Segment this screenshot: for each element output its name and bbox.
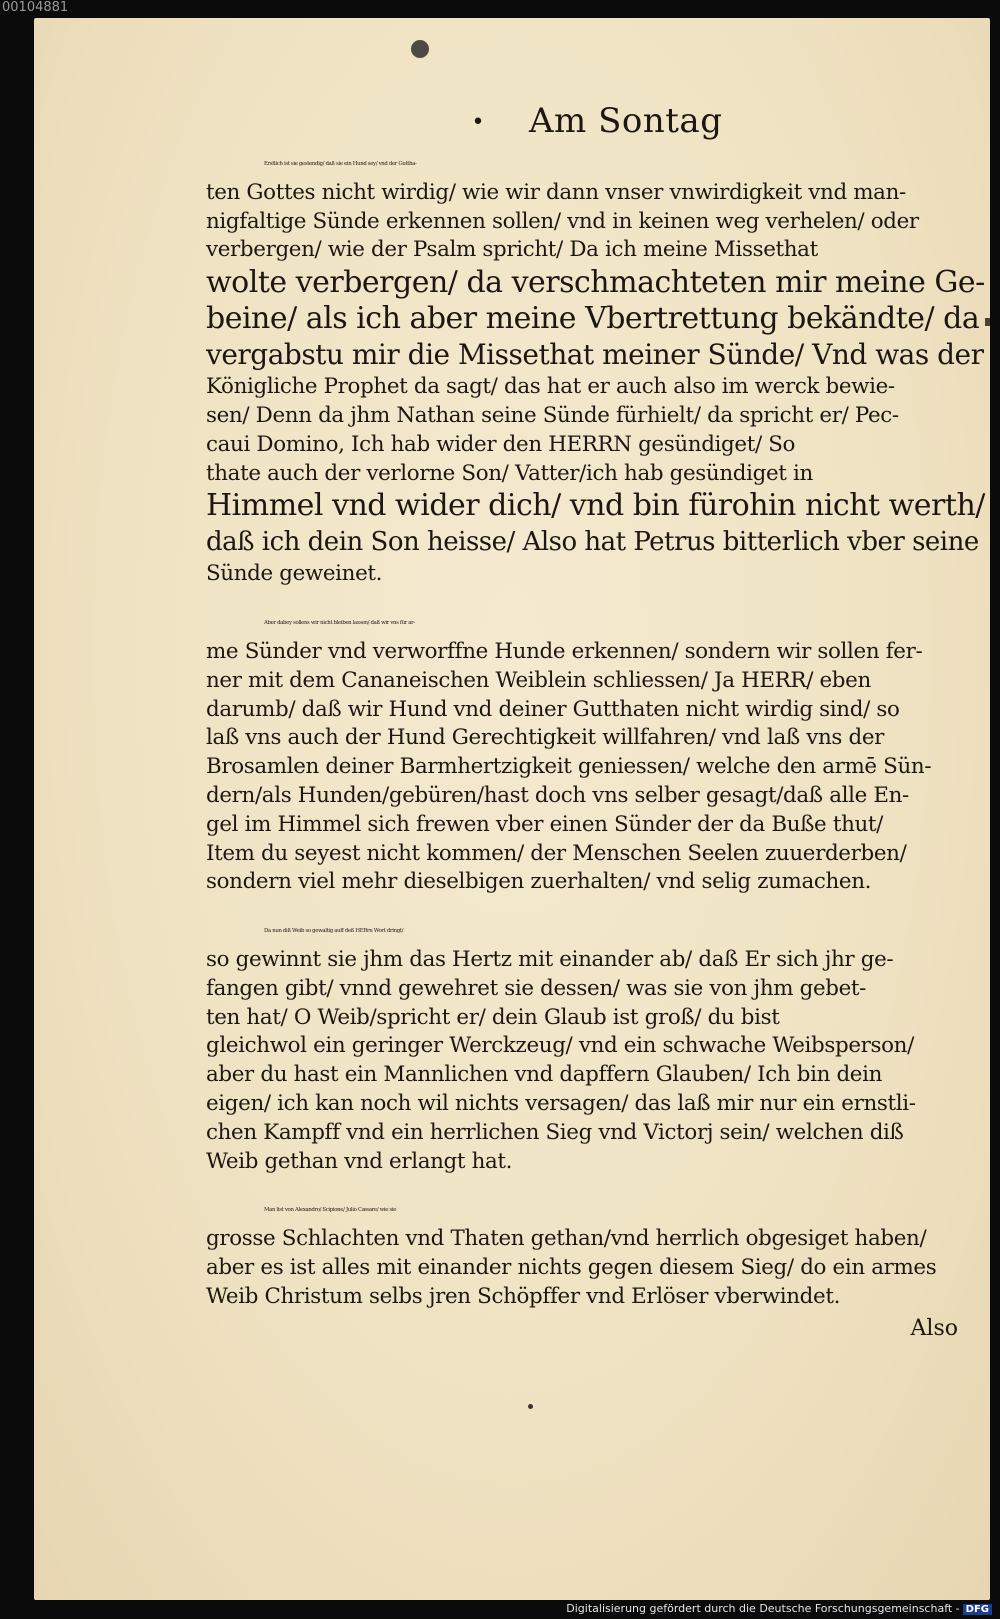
text-line: Erstlich ist sie gestendig/ daß sie ein Hund sey/ vnd der Guttha- [264,161,417,167]
text-line: laß vns auch der Hund Gerechtigkeit willfahren/ vnd laß vns der [206,725,885,751]
text-line: verbergen/ wie der Psalm spricht/ Da ich meine Missethat [206,237,818,263]
text-line: Weib Christum selbs jren Schöpffer vnd Erlöser vberwindet. [206,1283,841,1309]
text-line: chen Kampff vnd ein herrlichen Sieg vnd Victorj sein/ welchen diß [206,1119,904,1145]
text-line: fangen gibt/ vnnd gewehret sie dessen/ was sie von jhm gebet- [206,975,867,1001]
footer-text: Digitalisierung gefördert durch die Deutsche Forschungsgemeinschaft - [566,1602,960,1615]
text-line: aber du hast ein Mannlichen vnd dapffern Glauben/ Ich bin dein [206,1062,883,1088]
text-line: so gewinnt sie jhm das Hertz mit einander ab/ daß Er sich jhr ge- [206,946,894,972]
text-line: Brosamlen deiner Barmhertzigkeit geniessen/ welche den armē Sün- [206,754,932,780]
text-line: Königliche Prophet da sagt/ das hat er auch also im werck bewie- [206,374,895,400]
text-line: gleichwol ein geringer Werckzeug/ vnd ein schwache Weibsperson/ [206,1033,914,1059]
binding-hole [411,40,429,58]
text-line: vergabstu mir die Missethat meiner Sünde/ Vnd was der [206,338,984,372]
text-line: grosse Schlachten vnd Thaten gethan/vnd herrlich obgesiget haben/ [206,1226,927,1252]
book-page [34,18,990,1600]
ornament-dot: • [471,110,485,135]
paragraph [206,609,988,897]
text-line: Item du seyest nicht kommen/ der Menschen Seelen zuuerderben/ [206,840,907,866]
text-line: sen/ Denn da jhm Nathan seine Sünde fürhielt/ da spricht er/ Pec- [206,402,899,428]
text-line: wolte verbergen/ da verschmachteten mir meine Ge- [206,265,985,301]
text-line: darumb/ daß wir Hund vnd deiner Gutthaten nicht wirdig sind/ so [206,696,900,722]
text-line: me Sünder vnd verworffne Hunde erkennen/ sondern wir sollen fer- [206,638,923,664]
footer-dot [528,1404,533,1409]
dfg-badge: DFG [963,1604,992,1615]
text-line: gel im Himmel sich frewen vber einen Sünder der da Buße thut/ [206,811,884,837]
running-head-text: Am Sontag [529,101,723,141]
text-line: Sünde geweinet. [206,561,383,587]
text-line: aber es ist alles mit einander nichts gegen diesem Sieg/ do ein armes [206,1254,937,1280]
paragraph [206,1196,988,1311]
text-line: dern/als Hunden/gebüren/hast doch vns selber gesagt/daß alle En- [206,782,909,808]
catchword: Also [910,1315,958,1341]
text-line: Man list von Alexandro/ Scipione/ Julio Cæsare/ wie sie [264,1207,397,1214]
text-line: ner mit dem Cananeischen Weiblein schliessen/ Ja HERR/ eben [206,667,871,693]
text-line: eigen/ ich kan noch wil nichts versagen/ das laß mir nur ein ernstli- [206,1090,916,1116]
text-line: Weib gethan vnd erlangt hat. [206,1148,513,1174]
paragraph [206,917,988,1176]
paragraph [206,150,988,589]
page-text [206,98,988,1344]
text-line: Aber dabey sollens wir nicht bleiben lassen/ daß wir vns für ar- [264,620,415,627]
text-line: sondern viel mehr dieselbigen zuerhalten/ vnd selig zumachen. [206,869,872,895]
text-line: nigfaltige Sünde erkennen sollen/ vnd in keinen weg verhelen/ oder [206,208,919,234]
text-line: ten Gottes nicht wirdig/ wie wir dann vnser vnwirdigkeit vnd man- [206,179,906,205]
text-line: Da nun diß Weib so gewaltig auff deß HERrn Wort dringt/ [264,928,404,935]
scan-id: 00104881 [2,0,69,15]
text-line: Himmel vnd wider dich/ vnd bin fürohin nicht werth/ [206,488,985,524]
running-head [206,98,988,146]
body-paragraphs [206,150,988,1312]
text-line: ten hat/ O Weib/spricht er/ dein Glaub ist groß/ du bist [206,1004,780,1030]
text-line: caui Domino, Ich hab wider den HERRN gesündiget/ So [206,431,796,457]
footer [566,1602,992,1615]
text-line: thate auch der verlorne Son/ Vatter/ich hab gesündiget in [206,460,813,486]
text-line: beine/ als ich aber meine Vbertrettung bekändte/ da [206,301,980,337]
text-line: daß ich dein Son heisse/ Also hat Petrus bitterlich vber seine [206,527,979,558]
